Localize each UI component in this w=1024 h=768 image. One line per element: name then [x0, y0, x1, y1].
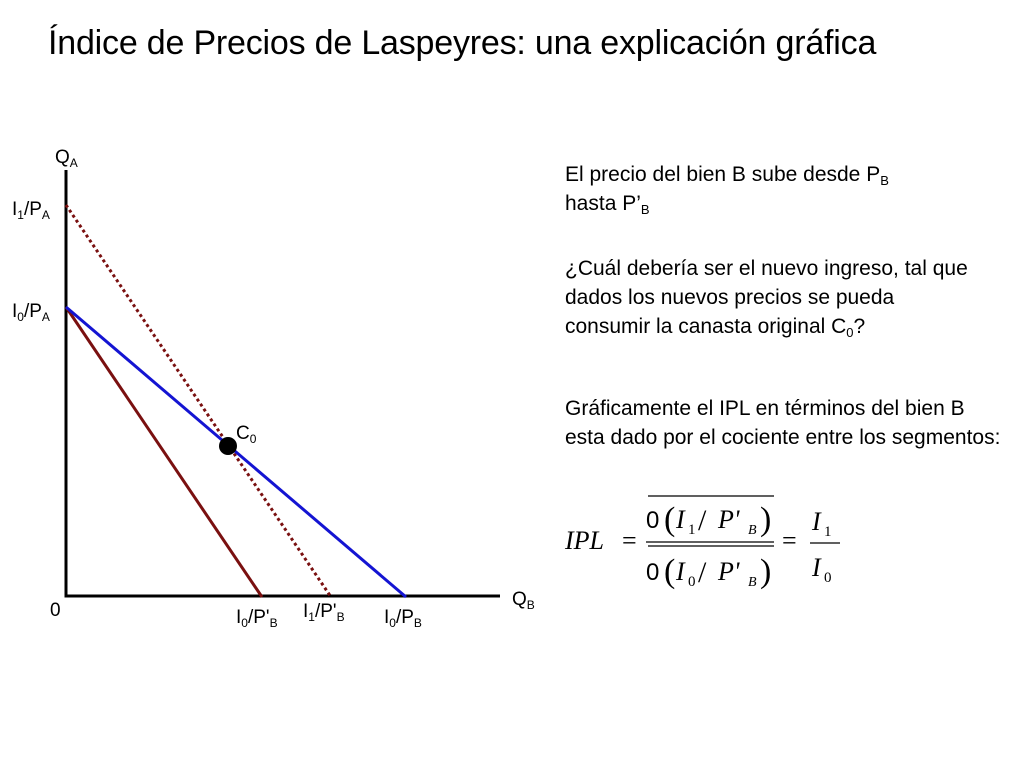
denominator-lparen: ( [664, 553, 676, 590]
formula-eq-1: = [622, 526, 637, 555]
origin-label: 0 [50, 600, 61, 621]
numerator-income: I [676, 505, 685, 534]
point-c0 [219, 437, 237, 455]
rhs-numerator-sub: 1 [824, 524, 832, 540]
numerator-price: P' [718, 505, 740, 534]
formula-lhs: IPL [565, 526, 604, 555]
x-axis-label: $Q_B$ [512, 589, 535, 612]
page-title: Índice de Precios de Laspeyres: una explicación gráfica [48, 24, 877, 62]
compensated-budget-line [66, 205, 331, 597]
rhs-denominator: I [812, 553, 821, 582]
denominator-slash: / [698, 556, 707, 589]
y-axis-label: $Q_A$ [55, 147, 78, 170]
numerator-lparen: ( [664, 501, 676, 538]
denominator-price: P' [718, 557, 740, 586]
paragraph-question: ¿Cuál debería ser el nuevo ingreso, tal que dados los nuevos precios se pueda consumir la canasta original $C_0$? [565, 257, 968, 340]
denominator-rparen: ) [760, 553, 772, 590]
formula-eq-2: = [782, 526, 797, 555]
rhs-denominator-sub: 0 [824, 570, 832, 586]
denominator-income-sub: 0 [688, 574, 696, 590]
intercept-i0-pa: $I_0/P_A$ [12, 301, 50, 324]
paragraph-explanation: Gráficamente el IPL en términos del bien B esta dado por el cociente entre los segmentos: [565, 397, 1001, 449]
ipl-formula [560, 490, 860, 600]
numerator-rparen: ) [760, 501, 772, 538]
numerator-slash: / [698, 504, 707, 537]
numerator-income-sub: 1 [688, 522, 696, 538]
paragraph-price-change: El precio del bien B sube desde $P_B$ hasta $P’_B$ [565, 163, 889, 217]
intercept-i0-ppb: $I_0/P'_B$ [236, 607, 278, 630]
numerator-price-sub: B [748, 523, 757, 538]
point-c0-label: $C_0$ [236, 423, 257, 446]
denominator-income: I [676, 557, 685, 586]
intercept-i1-ppb: $I_1/P'_B$ [303, 601, 345, 624]
denominator-price-sub: B [748, 575, 757, 590]
rhs-numerator: I [812, 507, 821, 536]
intercept-i0-pb: $I_0/P_B$ [384, 607, 422, 630]
intercept-i1-pa: $I_1/P_A$ [12, 199, 50, 222]
original-budget-line [66, 307, 406, 597]
denominator-zero: 0 [646, 559, 660, 586]
numerator-zero: 0 [646, 507, 660, 534]
